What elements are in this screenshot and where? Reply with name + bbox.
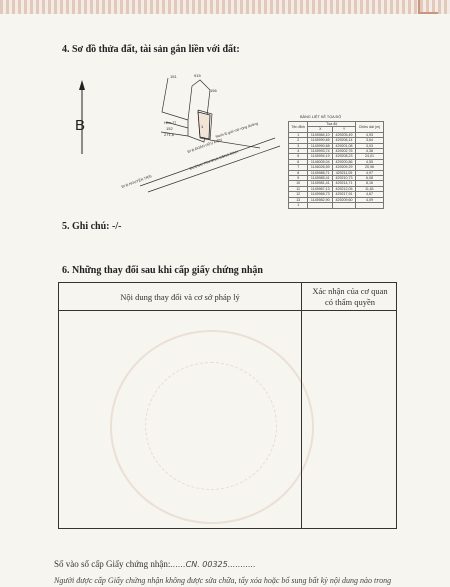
coords-cell: 3,03 (355, 143, 383, 148)
label-152: 152 (166, 126, 173, 131)
coords-cell: 8 (289, 170, 308, 175)
coords-cell: 1145988,71 (308, 170, 333, 175)
label-nguyen-trai: ĐI Đ.NGUYỄN TRÃI (120, 174, 153, 189)
coords-header-point: Tên đỉnh (289, 122, 308, 133)
coords-cell: 3 (289, 143, 308, 148)
coords-cell: 4,93 (355, 132, 383, 137)
coords-cell: 8,16 (355, 181, 383, 186)
coords-cell: 11 (289, 186, 308, 191)
coords-cell: 7 (289, 165, 308, 170)
coords-cell: 1145984,10 (308, 132, 333, 137)
coords-cell: 5 (289, 154, 308, 159)
coords-cell: 4,09 (355, 197, 383, 202)
coords-cell: 2 (289, 138, 308, 143)
coords-cell: 4,55 (355, 159, 383, 164)
coords-cell: 429210,73 (333, 176, 356, 181)
label-151: 151 (170, 74, 177, 79)
decorative-border (0, 0, 450, 14)
north-letter: B (75, 117, 86, 134)
coords-cell: 1145993,74 (308, 149, 333, 154)
changes-col-confirmation (302, 286, 398, 308)
coords-cell (355, 203, 383, 208)
coords-cell: 13 (289, 197, 308, 202)
coords-cell: 429202,76 (333, 149, 356, 154)
changes-col-confirmation-line1: Xác nhận của cơ quan (312, 286, 388, 296)
coords-cell: 1145981,41 (308, 181, 333, 186)
label-hem: Hẻm 27 (164, 121, 177, 125)
coords-cell: 10 (289, 181, 308, 186)
changes-table-divider (301, 283, 302, 528)
coords-cell: 1145990,65 (308, 138, 333, 143)
label-ranh: Ranh lộ giới mở rộng đường (215, 121, 259, 139)
coords-cell: 1145985,41 (308, 176, 333, 181)
coords-cell: 4,97 (355, 170, 383, 175)
coords-cell: 1145990,68 (308, 143, 333, 148)
coords-cell: 1145967,13 (308, 186, 333, 191)
label-915: 915 (194, 73, 201, 78)
coords-cell: 429217,91 (333, 192, 356, 197)
coords-cell (333, 203, 356, 208)
coords-cell: 429209,29 (333, 165, 356, 170)
coords-cell: 20,96 (355, 165, 383, 170)
coordinate-table (288, 121, 384, 209)
coords-cell: 429212,05 (333, 186, 356, 191)
label-271: 271,6 (164, 132, 175, 137)
north-arrow-head (79, 80, 85, 90)
coords-cell: 429209,60 (333, 197, 356, 202)
coords-cell: 1145994,19 (308, 154, 333, 159)
coords-cell: 1 (289, 203, 308, 208)
changes-table (58, 282, 397, 529)
coords-cell: 429208,23 (333, 154, 356, 159)
coords-cell: 1145968,73 (308, 192, 333, 197)
section-4-title: 4. Sơ đồ thửa đất, tài sản gắn liền với đất: (62, 44, 240, 55)
coords-cell: 1146026,59 (308, 165, 333, 170)
coords-cell: 1145982,90 (308, 197, 333, 202)
coords-cell: 429211,05 (333, 170, 356, 175)
coords-cell: 11,61 (355, 186, 383, 191)
label-doan-huu-dien: ĐI Đ.ĐOÀN HỮU ĐIỆN (186, 137, 223, 154)
plot-label-inner: 1 (201, 124, 204, 129)
coords-cell: 9 (289, 176, 308, 181)
coords-cell: 6 (289, 159, 308, 164)
section-5-title: 5. Ghi chú: -/- (62, 221, 122, 232)
coords-cell: 1 (289, 132, 308, 137)
coords-cell: 429205,49 (333, 132, 356, 137)
coordinate-rows (289, 132, 384, 208)
coords-cell: 429200,86 (333, 159, 356, 164)
coords-cell: 24,01 (355, 154, 383, 159)
coords-cell: 3,64 (355, 138, 383, 143)
section-6-title: 6. Những thay đổi sau khi cấp giấy chứng nhận (62, 265, 263, 276)
plot-boundaries (140, 78, 280, 192)
coords-header-coord: Tọa độ (308, 122, 356, 127)
changes-table-header-line (59, 310, 396, 311)
coords-row (289, 203, 384, 208)
coords-cell: 429214,71 (333, 181, 356, 186)
footer-note: Người được cấp Giấy chứng nhận không được sửa chữa, tẩy xóa hoặc bổ sung bất kỳ nội dung nào trong (54, 576, 392, 585)
coords-header-y: Y (333, 127, 356, 132)
coords-cell: 4,67 (355, 192, 383, 197)
register-value: ......CN. 00325........... (170, 560, 256, 569)
subject-plot (198, 112, 210, 139)
coords-cell: 429206,14 (333, 138, 356, 143)
register-label: Số vào sổ cấp Giấy chứng nhận: (54, 559, 171, 569)
label-truong-cong-dinh: ĐƯỜNG TRƯƠNG CÔNG ĐỊNH (188, 149, 239, 171)
register-number-line (54, 559, 256, 569)
coords-cell (308, 203, 333, 208)
coords-cell: 429201,08 (333, 143, 356, 148)
changes-col-content: Nội dung thay đổi và cơ sở pháp lý (120, 292, 240, 302)
coords-cell: 12 (289, 192, 308, 197)
label-156: 156 (210, 88, 217, 93)
coords-cell: 1146005,04 (308, 159, 333, 164)
coords-header-x: X (308, 127, 333, 132)
coords-cell: 4 (289, 149, 308, 154)
coords-cell: 4,38 (355, 149, 383, 154)
changes-col-confirmation-line2: có thẩm quyền (324, 297, 376, 307)
coords-header-length: Chiều dài (m) (355, 122, 383, 133)
coords-cell: 6,08 (355, 176, 383, 181)
coords-table-title: BẢNG LIỆT KÊ TỌA ĐỘ (300, 115, 342, 119)
corner-mark (418, 0, 438, 14)
